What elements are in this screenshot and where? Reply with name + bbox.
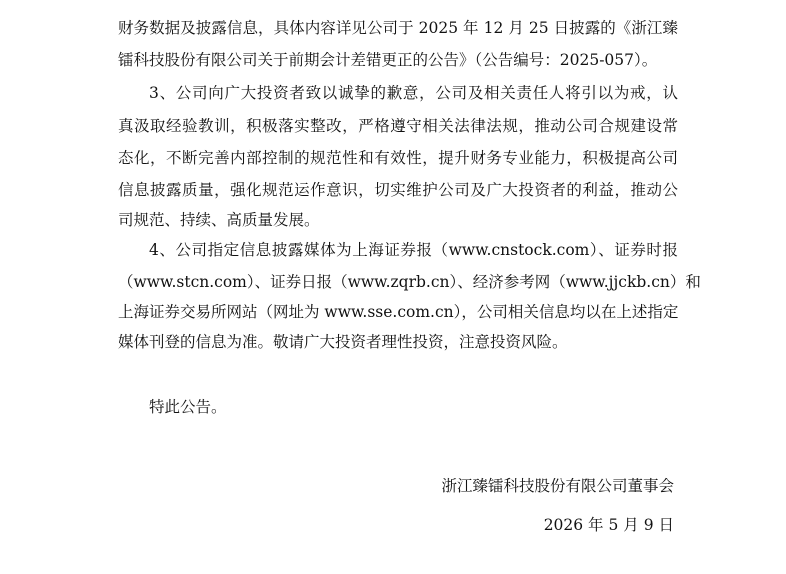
paragraph-line: 上海证券交易所网站（网址为 www.sse.com.cn），公司相关信息均以在上述指定 [118, 303, 679, 321]
paragraph-line: 信息披露质量，强化规范运作意识，切实维护公司及广大投资者的利益，推动公 [118, 181, 678, 199]
paragraph-line: （www.stcn.com）、证券日报（www.zqrb.cn）、经济参考网（www.jjckb.cn）和 [118, 273, 701, 291]
paragraph-line: 3、公司向广大投资者致以诚挚的歉意，公司及相关责任人将引以为戒，认 [149, 84, 678, 102]
paragraph-line: 镭科技股份有限公司关于前期会计差错更正的公告》（公告编号：2025-057）。 [118, 51, 658, 69]
closing-text: 特此公告。 [149, 398, 227, 416]
document-date: 2026 年 5 月 9 日 [543, 516, 674, 534]
paragraph-line: 4、公司指定信息披露媒体为上海证券报（www.cnstock.com）、证券时报 [149, 241, 678, 259]
signatory: 浙江臻镭科技股份有限公司董事会 [441, 477, 674, 495]
paragraph-line: 态化，不断完善内部控制的规范性和有效性，提升财务专业能力，积极提高公司 [118, 149, 678, 167]
paragraph-line: 财务数据及披露信息，具体内容详见公司于 2025 年 12 月 25 日披露的《浙江臻 [118, 19, 678, 37]
paragraph-line: 真汲取经验教训，积极落实整改，严格遵守相关法律法规，推动公司合规建设常 [118, 117, 678, 135]
paragraph-line: 媒体刊登的信息为准。敬请广大投资者理性投资，注意投资风险。 [118, 333, 568, 351]
paragraph-line: 司规范、持续、高质量发展。 [118, 211, 320, 229]
